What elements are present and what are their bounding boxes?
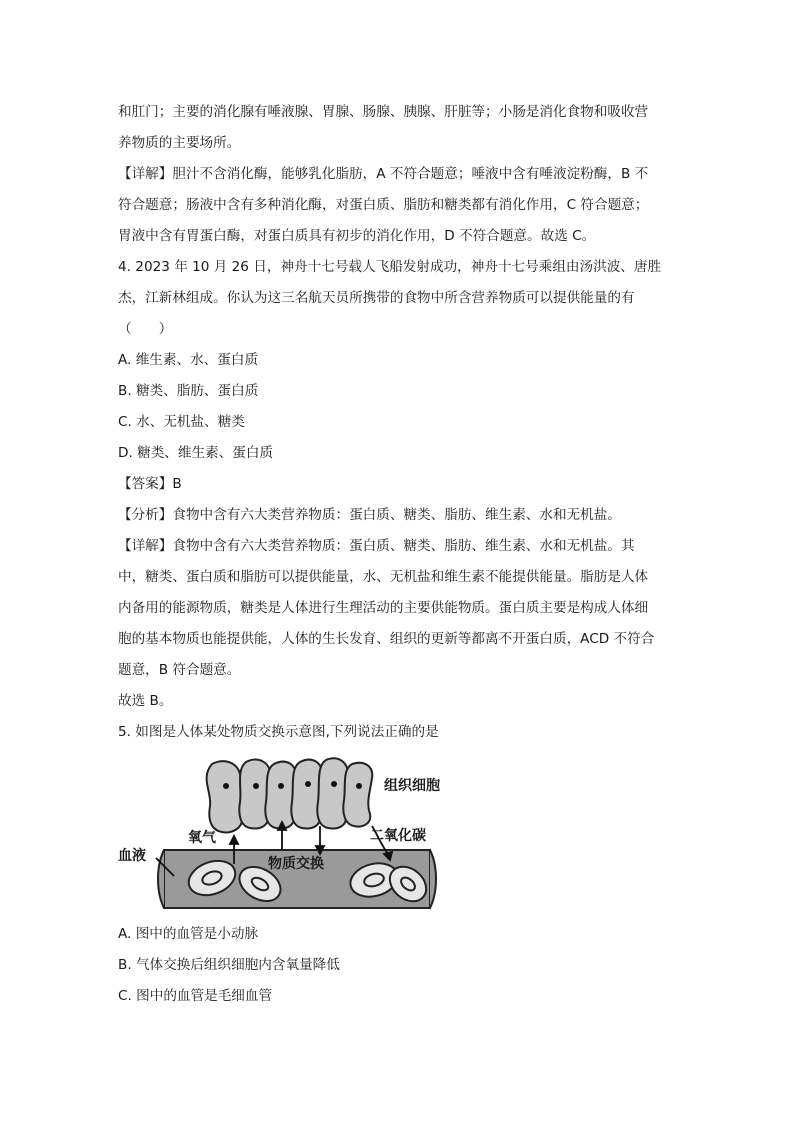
diagram-svg [112, 756, 452, 914]
option-d: D. 糖类、维生素、蛋白质 [118, 445, 274, 461]
answer-blank: （ ） [118, 321, 173, 337]
question-5-stem: 5. 如图是人体某处物质交换示意图,下列说法正确的是 [118, 724, 439, 740]
label-blood: 血液 [118, 848, 146, 864]
conclusion-line: 故选 B。 [118, 693, 173, 709]
tissue-cell [317, 758, 348, 828]
option-b: B. 糖类、脂肪、蛋白质 [118, 383, 259, 399]
option-c: C. 水、无机盐、糖类 [118, 414, 245, 430]
label-carbon-dioxide: 二氧化碳 [370, 828, 426, 844]
explanation-line: 内备用的能源物质，糖类是人体进行生理活动的主要供能物质。蛋白质主要是构成人体细 [118, 600, 649, 616]
option-a: A. 图中的血管是小动脉 [118, 926, 259, 942]
question-4-stem: 4. 2023 年 10 月 26 日，神舟十七号载人飞船发射成功，神舟十七号乘组由汤洪波、唐胜 [118, 259, 662, 275]
answer-line: 【答案】B [118, 476, 182, 492]
text-line: 和肛门；主要的消化腺有唾液腺、胃腺、肠腺、胰腺、肝脏等；小肠是消化食物和吸收营 [118, 104, 649, 120]
text-line: 养物质的主要场所。 [118, 135, 241, 151]
explanation-line: 胞的基本物质也能提供能，人体的生长发育、组织的更新等都离不开蛋白质，ACD 不符合 [118, 631, 655, 647]
explanation-line: 【详解】食物中含有六大类营养物质：蛋白质、糖类、脂肪、维生素、水和无机盐。其 [118, 538, 635, 554]
text-line: 【详解】胆汁不含消化酶，能够乳化脂肪，A 不符合题意；唾液中含有唾液淀粉酶，B 不 [118, 166, 649, 182]
tissue-cells [207, 758, 373, 832]
text-line: 符合题意；肠液中含有多种消化酶，对蛋白质、脂肪和糖类都有消化作用，C 符合题意； [118, 197, 649, 213]
option-a: A. 维生素、水、蛋白质 [118, 352, 259, 368]
explanation-line: 题意，B 符合题意。 [118, 662, 241, 678]
option-c: C. 图中的血管是毛细血管 [118, 988, 273, 1004]
label-oxygen: 氧气 [188, 830, 216, 846]
substance-exchange-diagram [112, 756, 452, 914]
tissue-cell [207, 761, 243, 832]
label-tissue-cells: 组织细胞 [384, 778, 440, 794]
option-b: B. 气体交换后组织细胞内含氧量降低 [118, 957, 340, 973]
label-exchange: 物质交换 [268, 856, 324, 872]
question-4-stem: 杰，江新林组成。你认为这三名航天员所携带的食物中所含营养物质可以提供能量的有 [118, 290, 635, 306]
explanation-line: 中，糖类、蛋白质和脂肪可以提供能量，水、无机盐和维生素不能提供能量。脂肪是人体 [118, 569, 649, 585]
tissue-cell [343, 763, 372, 827]
text-line: 胃液中含有胃蛋白酶，对蛋白质具有初步的消化作用，D 不符合题意。故选 C。 [118, 228, 596, 244]
analysis-line: 【分析】食物中含有六大类营养物质：蛋白质、糖类、脂肪、维生素、水和无机盐。 [118, 507, 621, 523]
